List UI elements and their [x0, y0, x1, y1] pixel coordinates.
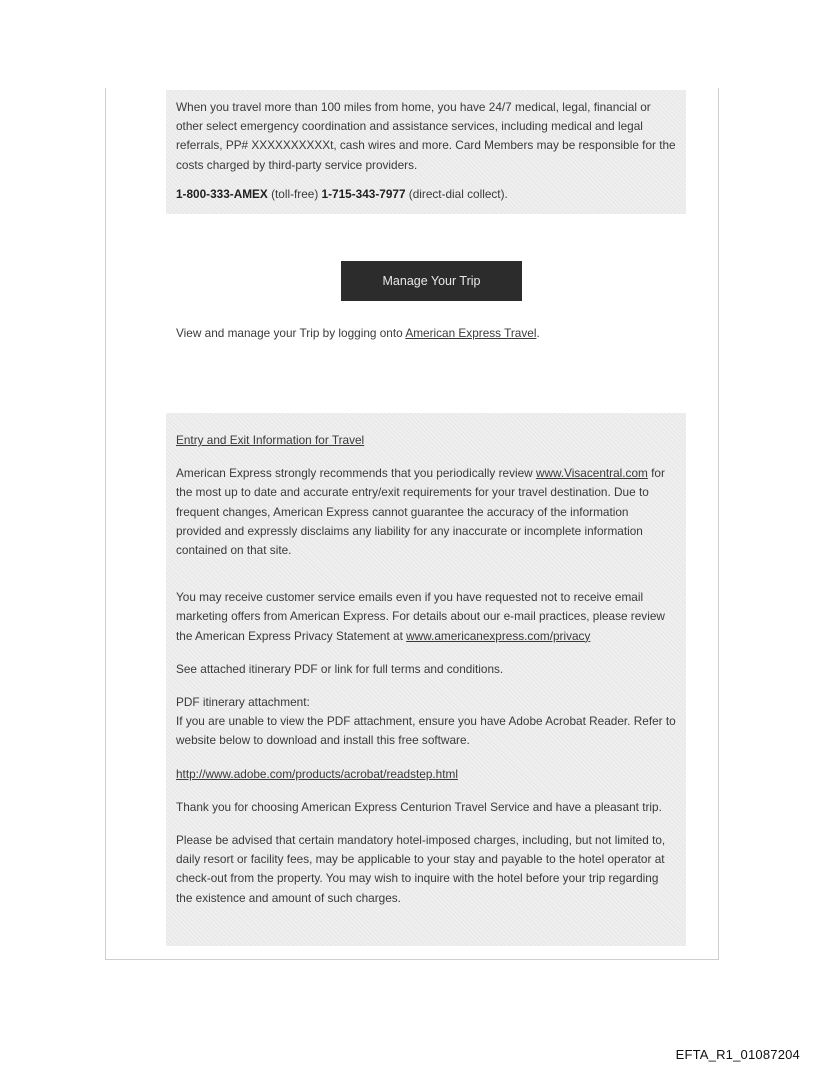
assistance-paragraph: When you travel more than 100 miles from home, you have 24/7 medical, legal, financial or other select emergency coordination and assistance services, including medical and legal referrals, PP# XXXXXXXXXXt, cash wires and more. Card Members may be responsible for the costs charged by third-party service providers.	[176, 100, 676, 172]
manage-trip-wrapper	[341, 261, 522, 301]
entry-exit-paragraph	[176, 464, 676, 560]
visacentral-link[interactable]: www.Visacentral.com	[535, 466, 648, 481]
entry-exit-text-before: American Express strongly recommends that you periodically review	[176, 466, 536, 481]
document-id: EFTA_R1_01087204	[675, 1047, 800, 1062]
phone-direct-note: (direct-dial collect).	[405, 186, 508, 201]
assistance-phones	[176, 185, 676, 204]
phone-direct: 1-715-343-7977	[321, 186, 406, 201]
adobe-link[interactable]: http://www.adobe.com/products/acrobat/readstep.html	[176, 766, 458, 781]
view-trip-end: .	[536, 326, 540, 340]
privacy-paragraph	[176, 588, 676, 646]
pdf-text: If you are unable to view the PDF attachment, ensure you have Adobe Acrobat Reader. Refer to website below to download and install this free software.	[176, 714, 676, 748]
manage-trip-button[interactable]: Manage Your Trip	[341, 261, 522, 301]
phone-tollfree: 1-800-333-AMEX	[176, 186, 268, 201]
privacy-text: You may receive customer service emails even if you have requested not to receive email marketing offers from American Express. For details about our e-mail practices, please review the American Express Privacy Statement at	[176, 590, 665, 643]
view-trip-text: View and manage your Trip by logging onto	[176, 326, 406, 340]
phone-tollfree-note: (toll-free)	[267, 186, 322, 201]
info-section	[166, 413, 686, 946]
entry-exit-text-after: for the most up to date and accurate entry/exit requirements for your travel destination. Due to frequent changes, American Express cannot guarantee the accuracy of the information provided and expressly disclaims any liability for any inaccurate or incomplete information contained on that site.	[176, 466, 665, 558]
assistance-section	[166, 90, 686, 214]
amex-travel-link[interactable]: American Express Travel	[405, 326, 537, 340]
privacy-link[interactable]: www.americanexpress.com/privacy	[406, 628, 591, 643]
thanks-text: Thank you for choosing American Express Centurion Travel Service and have a pleasant trip.	[176, 799, 662, 814]
terms-text: See attached itinerary PDF or link for full terms and conditions.	[176, 661, 504, 676]
view-trip-line	[176, 324, 696, 343]
pdf-label: PDF itinerary attachment:	[176, 695, 310, 710]
hotel-notice: Please be advised that certain mandatory hotel-imposed charges, including, but not limited to, daily resort or facility fees, may be applicable to your stay and payable to the hotel operator at check-out from the property. You may wish to inquire with the hotel before your trip regarding the existence and amount of such charges.	[176, 833, 666, 905]
entry-exit-heading[interactable]: Entry and Exit Information for Travel	[176, 433, 365, 447]
